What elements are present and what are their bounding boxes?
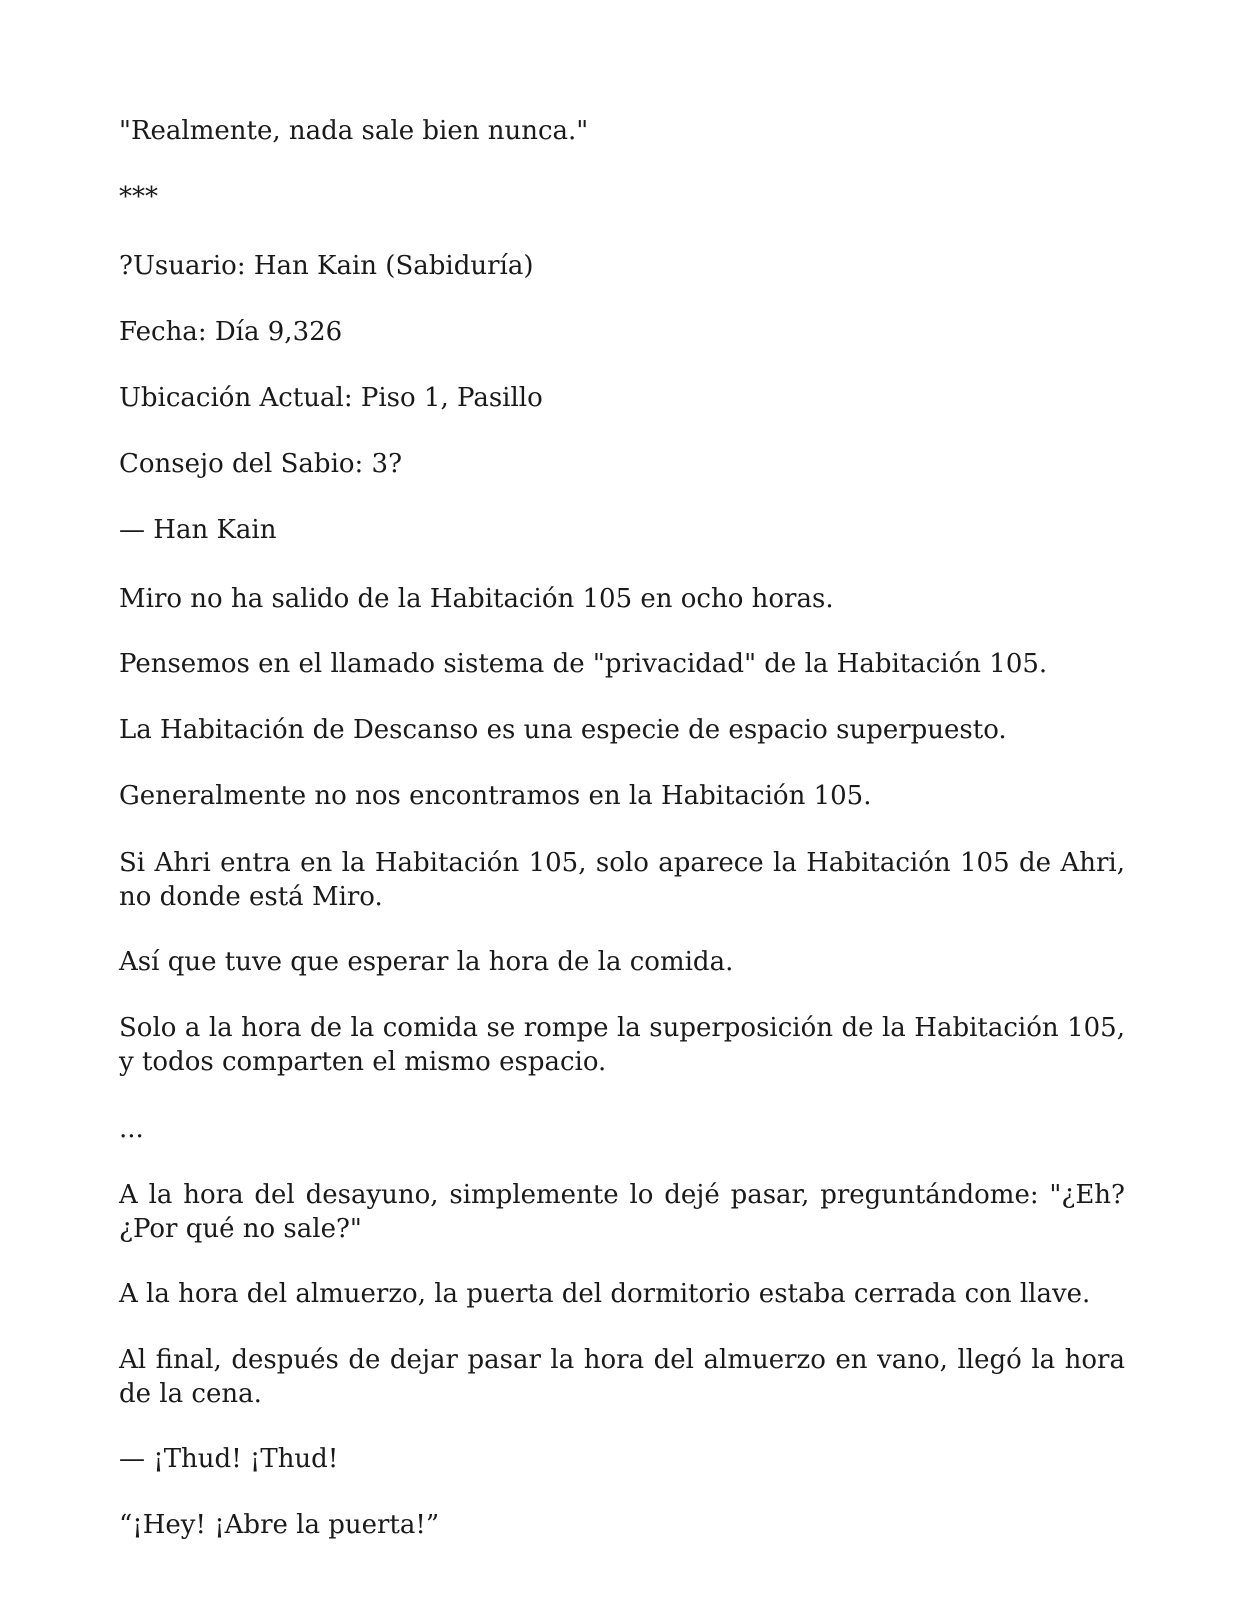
paragraph-habitacion-descanso: La Habitación de Descanso es una especie de espacio superpuesto. bbox=[119, 715, 1007, 745]
paragraph-al-final: Al final, después de dejar pasar la hora del almuerzo en vano, llegó la hora de la cena. bbox=[119, 1345, 1125, 1409]
paragraph-desayuno: A la hora del desayuno, simplemente lo dejé pasar, preguntándome: "¿Eh? ¿Por qué no sale?" bbox=[119, 1180, 1125, 1244]
paragraph-privacidad: Pensemos en el llamado sistema de "privacidad" de la Habitación 105. bbox=[119, 649, 1048, 679]
paragraph-thud: — ¡Thud! ¡Thud! bbox=[119, 1444, 339, 1474]
paragraph-asi-que: Así que tuve que esperar la hora de la comida. bbox=[119, 947, 734, 977]
paragraph-han-kain: — Han Kain bbox=[119, 515, 277, 545]
paragraph-quote-realmente: "Realmente, nada sale bien nunca." bbox=[119, 116, 589, 146]
paragraph-abre-la-puerta: “¡Hey! ¡Abre la puerta!” bbox=[119, 1510, 440, 1540]
paragraph-generalmente: Generalmente no nos encontramos en la Habitación 105. bbox=[119, 781, 872, 811]
paragraph-consejo: Consejo del Sabio: 3? bbox=[119, 449, 403, 479]
paragraph-ellipsis: ... bbox=[119, 1114, 144, 1144]
paragraph-usuario: ?Usuario: Han Kain (Sabiduría) bbox=[119, 251, 534, 281]
paragraph-si-ahri: Si Ahri entra en la Habitación 105, solo aparece la Habitación 105 de Ahri, no donde está Miro. bbox=[119, 848, 1125, 912]
paragraph-almuerzo: A la hora del almuerzo, la puerta del dormitorio estaba cerrada con llave. bbox=[119, 1279, 1091, 1309]
paragraph-miro: Miro no ha salido de la Habitación 105 en ocho horas. bbox=[119, 584, 834, 614]
paragraph-solo-a-la-hora: Solo a la hora de la comida se rompe la superposición de la Habitación 105, y todos comparten el mismo espacio. bbox=[119, 1013, 1125, 1077]
paragraph-fecha: Fecha: Día 9,326 bbox=[119, 317, 343, 347]
paragraph-ubicacion: Ubicación Actual: Piso 1, Pasillo bbox=[119, 383, 543, 413]
paragraph-separator: *** bbox=[119, 182, 158, 212]
